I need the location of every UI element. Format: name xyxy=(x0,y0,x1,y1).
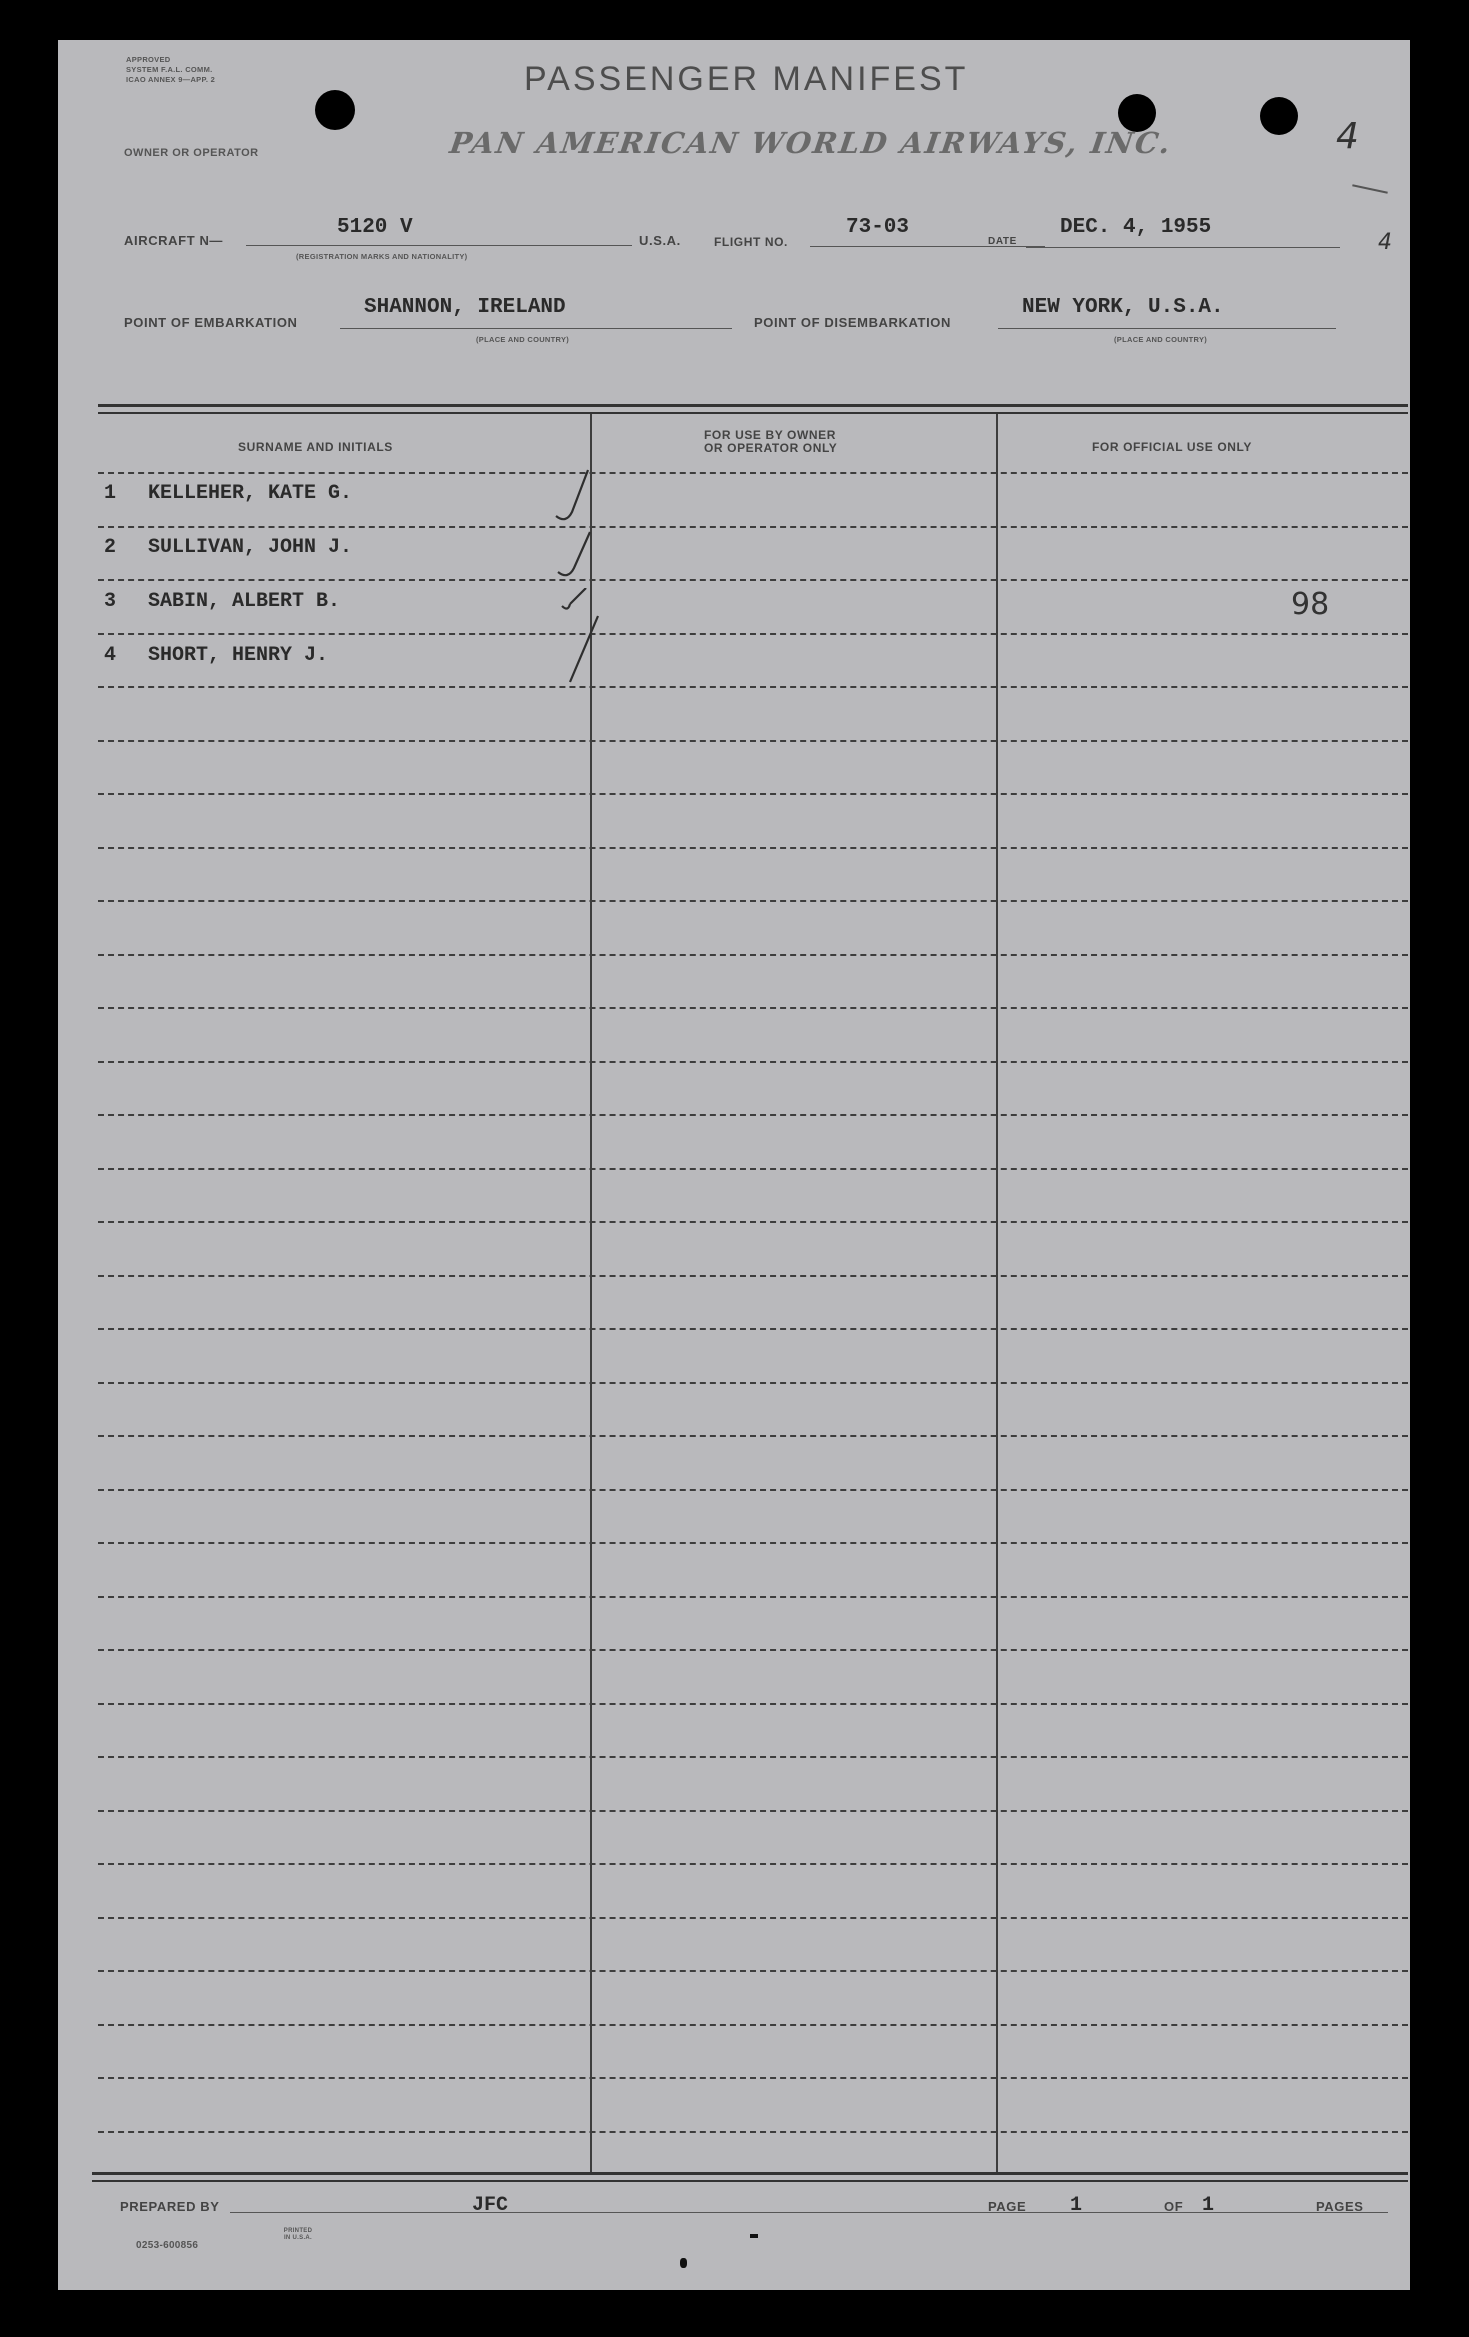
passenger-name: SULLIVAN, JOHN J. xyxy=(148,536,353,559)
ruled-line xyxy=(98,1596,1408,1598)
date-label: DATE xyxy=(988,236,1017,247)
ruled-line xyxy=(98,1328,1408,1330)
date-value: DEC. 4, 1955 xyxy=(1060,216,1212,239)
table-top-rule xyxy=(98,412,1408,414)
ruled-line xyxy=(98,686,1408,688)
page-label: PAGE xyxy=(988,2199,1027,2214)
table-bottom-rule xyxy=(92,2172,1408,2175)
row-number: 4 xyxy=(104,644,117,667)
ruled-line xyxy=(98,2024,1408,2026)
usa-label: U.S.A. xyxy=(639,233,681,248)
check-mark-icon xyxy=(568,614,608,694)
ruled-line xyxy=(98,1703,1408,1705)
approval-line: ICAO ANNEX 9—APP. 2 xyxy=(126,75,216,84)
manifest-page xyxy=(58,40,1410,2290)
passenger-name: SHORT, HENRY J. xyxy=(148,644,329,667)
ruled-line xyxy=(98,1810,1408,1812)
passenger-name: SABIN, ALBERT B. xyxy=(148,590,341,613)
ink-dot xyxy=(750,2234,758,2238)
ruled-line xyxy=(98,740,1408,742)
registration-caption: (REGISTRATION MARKS AND NATIONALITY) xyxy=(296,252,468,261)
approval-line: APPROVED xyxy=(126,55,171,64)
form-number: 0253-600856 xyxy=(136,2240,199,2251)
ruled-line xyxy=(98,1168,1408,1170)
row-number: 3 xyxy=(104,590,117,613)
ruled-line xyxy=(98,1382,1408,1384)
passenger-name: KELLEHER, KATE G. xyxy=(148,482,353,505)
operator-name: PAN AMERICAN WORLD AIRWAYS, INC. xyxy=(447,126,1175,160)
ruled-line xyxy=(98,954,1408,956)
ruled-line xyxy=(98,472,1408,474)
punch-hole xyxy=(1260,97,1298,135)
ruled-line xyxy=(98,1435,1408,1437)
ruled-line xyxy=(98,2077,1408,2079)
ruled-line xyxy=(98,633,1408,635)
embarkation-caption: (PLACE AND COUNTRY) xyxy=(476,335,570,344)
ruled-line xyxy=(98,1970,1408,1972)
ruled-line xyxy=(98,1221,1408,1223)
disembarkation-label: POINT OF DISEMBARKATION xyxy=(754,315,951,330)
row-number: 1 xyxy=(104,482,117,505)
embarkation-value: SHANNON, IRELAND xyxy=(364,296,566,319)
approval-line: SYSTEM F.A.L. COMM. xyxy=(126,65,213,74)
ruled-line xyxy=(98,1756,1408,1758)
prepared-label: PREPARED BY xyxy=(120,2199,220,2214)
official-note: 98 xyxy=(1291,587,1330,622)
of-label: OF xyxy=(1164,2199,1184,2214)
ruled-line xyxy=(98,1114,1408,1116)
ruled-line xyxy=(98,1917,1408,1919)
margin-note: 4 xyxy=(1336,116,1359,157)
owner-use-header: OR OPERATOR ONLY xyxy=(704,441,838,455)
owner-use-header: FOR USE BY OWNER xyxy=(704,428,837,442)
owner-label: OWNER OR OPERATOR xyxy=(124,147,259,159)
page-title: PASSENGER MANIFEST xyxy=(524,60,969,98)
printed-mark: PRINTED IN U.S.A. xyxy=(283,2228,313,2241)
ruled-line xyxy=(98,1275,1408,1277)
disembarkation-value: NEW YORK, U.S.A. xyxy=(1022,296,1224,319)
ruled-line xyxy=(98,900,1408,902)
flight-label: FLIGHT NO. xyxy=(714,235,788,249)
ruled-line xyxy=(98,847,1408,849)
row-number: 2 xyxy=(104,536,117,559)
official-header: FOR OFFICIAL USE ONLY xyxy=(1092,440,1252,454)
ruled-line xyxy=(98,1542,1408,1544)
ruled-line xyxy=(98,1489,1408,1491)
pages-label: PAGES xyxy=(1316,2199,1364,2214)
of-value: 1 xyxy=(1202,2194,1215,2217)
column-divider xyxy=(996,414,998,2172)
ruled-line xyxy=(98,579,1408,581)
aircraft-value: 5120 V xyxy=(337,216,413,239)
ruled-line xyxy=(98,526,1408,528)
margin-mark xyxy=(1352,184,1388,193)
page-value: 1 xyxy=(1070,2194,1083,2217)
punch-hole xyxy=(315,90,355,130)
margin-note: 4 xyxy=(1378,230,1392,255)
ruled-line xyxy=(98,1863,1408,1865)
disembarkation-caption: (PLACE AND COUNTRY) xyxy=(1114,335,1208,344)
ruled-line xyxy=(98,1007,1408,1009)
surname-header: SURNAME AND INITIALS xyxy=(238,440,393,454)
aircraft-label: AIRCRAFT N— xyxy=(124,233,224,248)
ruled-line xyxy=(98,1061,1408,1063)
table-bottom-rule xyxy=(92,2180,1408,2182)
table-top-rule xyxy=(98,404,1408,407)
flight-value: 73-03 xyxy=(846,216,910,239)
embarkation-label: POINT OF EMBARKATION xyxy=(124,315,298,330)
ink-dot xyxy=(680,2258,687,2268)
ruled-line xyxy=(98,2131,1408,2133)
prepared-value: JFC xyxy=(472,2194,509,2217)
ruled-line xyxy=(98,793,1408,795)
ruled-line xyxy=(98,1649,1408,1651)
